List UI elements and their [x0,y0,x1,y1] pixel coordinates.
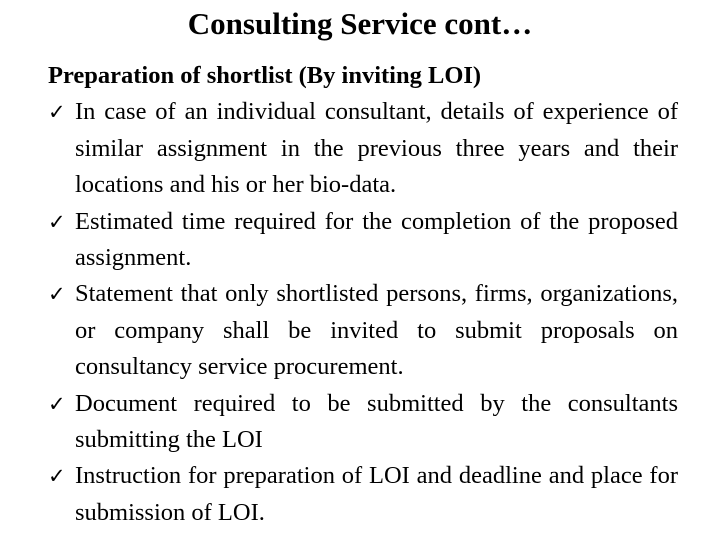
check-mark-icon: ✓ [48,464,66,489]
bullet-text: In case of an individual consultant, details of experience of similar assignment in the previous three years and their locations and his or her bio-data. [75,98,678,199]
check-mark-icon: ✓ [48,209,66,234]
bullet-item [48,204,678,277]
bullet-text: Instruction for preparation of LOI and deadline and place for submission of LOI. [75,462,678,526]
subheading: Preparation of shortlist (By inviting LOI) [48,62,482,89]
bullet-text: Estimated time required for the completion of the proposed assignment. [75,207,678,272]
check-mark-icon: ✓ [48,100,66,125]
bullet-list [48,94,678,531]
check-mark-icon: ✓ [48,391,66,416]
bullet-item [48,94,678,203]
slide-content [48,58,678,531]
check-mark-icon: ✓ [48,282,66,307]
bullet-item [48,458,678,531]
bullet-item [48,386,678,459]
slide-title: Consulting Service cont… [187,6,533,41]
bullet-text: Statement that only shortlisted persons, firms, organizations, or company shall be invited to submit proposals on consultancy service procurement. [75,280,678,381]
bullet-item [48,276,678,385]
bullet-text: Document required to be submitted by the consultants submitting the LOI [75,389,678,454]
